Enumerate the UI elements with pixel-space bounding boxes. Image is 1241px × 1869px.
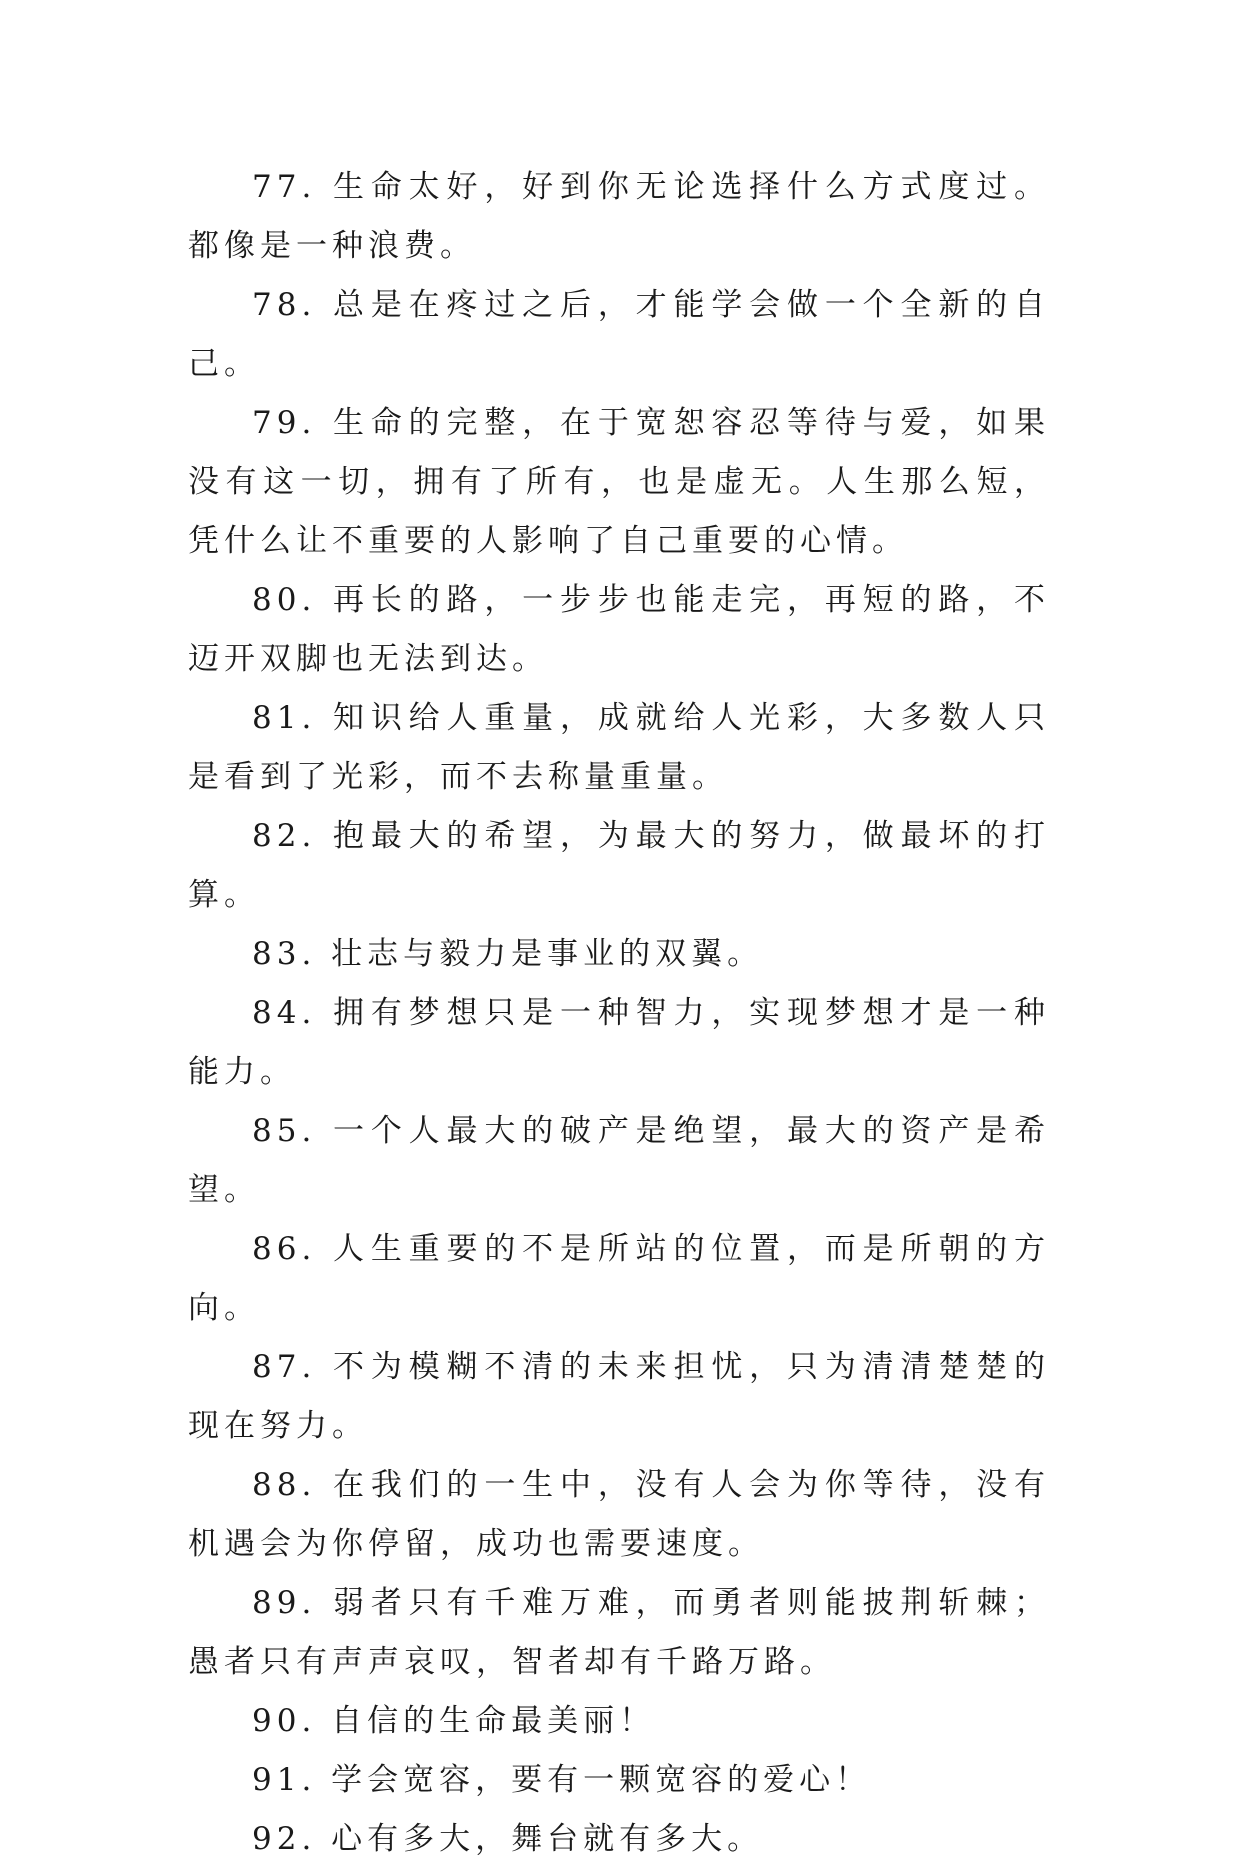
- paragraph-90: 90. 自信的生命最美丽！: [252, 1703, 656, 1739]
- paragraph-82: 82. 抱最大的希望，为最大的努力，做最坏的打算。: [188, 818, 1050, 913]
- paragraph-83: 83. 壮志与毅力是事业的双翼。: [252, 936, 764, 972]
- paragraph-88: 88. 在我们的一生中，没有人会为你等待，没有机遇会为你停留，成功也需要速度。: [188, 1467, 1050, 1562]
- paragraph-78: 78. 总是在疼过之后，才能学会做一个全新的自己。: [188, 287, 1050, 382]
- paragraph-85: 85. 一个人最大的破产是绝望，最大的资产是希望。: [188, 1113, 1050, 1208]
- paragraph-91: 91. 学会宽容，要有一颗宽容的爱心！: [252, 1762, 872, 1798]
- paragraph-89: 89. 弱者只有千难万难，而勇者则能披荆斩棘；愚者只有声声哀叹，智者却有千路万路。: [188, 1585, 1050, 1680]
- paragraph-86: 86. 人生重要的不是所站的位置，而是所朝的方向。: [188, 1231, 1050, 1326]
- paragraph-92: 92. 心有多大，舞台就有多大。: [252, 1821, 764, 1857]
- paragraph-81: 81. 知识给人重量，成就给人光彩，大多数人只是看到了光彩，而不去称量重量。: [188, 700, 1050, 795]
- paragraph-84: 84. 拥有梦想只是一种智力，实现梦想才是一种能力。: [188, 995, 1050, 1090]
- document-body: [188, 158, 1050, 1869]
- paragraph-87: 87. 不为模糊不清的未来担忧，只为清清楚楚的现在努力。: [188, 1349, 1050, 1444]
- paragraph-80: 80. 再长的路，一步步也能走完，再短的路，不迈开双脚也无法到达。: [188, 582, 1050, 677]
- paragraph-77: 77. 生命太好，好到你无论选择什么方式度过。都像是一种浪费。: [188, 169, 1050, 264]
- paragraph-79: 79. 生命的完整，在于宽恕容忍等待与爱，如果没有这一切，拥有了所有，也是虚无。人生那么短，凭什么让不重要的人影响了自己重要的心情。: [188, 405, 1050, 559]
